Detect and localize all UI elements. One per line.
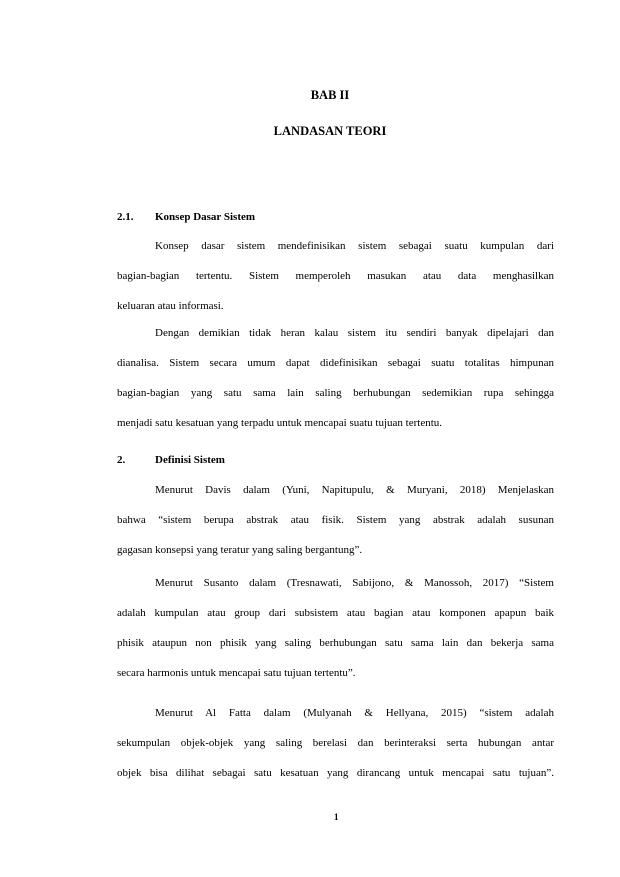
paragraph: [117, 237, 554, 327]
paragraph-line: Dengan demikian tidak heran kalau sistem itu sendiri banyak dipelajari dan: [155, 327, 554, 339]
paragraph: [117, 481, 554, 571]
section-number: 2.1.: [117, 211, 134, 223]
section-heading: [117, 211, 255, 223]
section-number: 2.: [117, 454, 126, 466]
paragraph-line: adalah kumpulan atau group dari subsistem atau bagian atau komponen apapun baik: [117, 607, 554, 619]
paragraph: [117, 704, 554, 794]
paragraph-line: bagian-bagian yang satu sama lain saling berhubungan sedemikian rupa sehingga: [117, 387, 554, 399]
section-heading: [117, 454, 225, 466]
paragraph-line: Menurut Al Fatta dalam (Mulyanah & Hellyana, 2015) “sistem adalah: [155, 707, 554, 719]
section-title: Definisi Sistem: [155, 454, 225, 466]
paragraph-line: dianalisa. Sistem secara umum dapat didefinisikan sebagai suatu totalitas himpunan: [117, 357, 554, 369]
paragraph-line: Menurut Susanto dalam (Tresnawati, Sabijono, & Manossoh, 2017) “Sistem: [155, 577, 554, 589]
paragraph-line: sekumpulan objek-objek yang saling berelasi dan berinteraksi serta hubungan antar: [117, 737, 554, 749]
paragraph-line: menjadi satu kesatuan yang terpadu untuk mencapai suatu tujuan tertentu.: [117, 417, 443, 429]
paragraph-line: Menurut Davis dalam (Yuni, Napitupulu, & Muryani, 2018) Menjelaskan: [155, 484, 554, 496]
paragraph-line: Konsep dasar sistem mendefinisikan sistem sebagai suatu kumpulan dari: [155, 240, 554, 252]
paragraph-line: phisik ataupun non phisik yang saling berhubungan satu sama lain dan bekerja sama: [117, 637, 554, 649]
paragraph: [117, 324, 554, 444]
page-number: 1: [334, 812, 339, 822]
paragraph-line: objek bisa dilihat sebagai satu kesatuan yang dirancang untuk mencapai satu tujuan”.: [117, 767, 554, 779]
paragraph-line: bagian-bagian tertentu. Sistem memperoleh masukan atau data menghasilkan: [117, 270, 554, 282]
paragraph-line: gagasan konsepsi yang teratur yang saling bergantung”.: [117, 544, 363, 556]
paragraph-line: secara harmonis untuk mencapai satu tujuan tertentu”.: [117, 667, 356, 679]
section-title: Konsep Dasar Sistem: [155, 211, 256, 223]
paragraph-line: bahwa “sistem berupa abstrak atau fisik. Sistem yang abstrak adalah susunan: [117, 514, 554, 526]
paragraph: [117, 574, 554, 694]
paragraph-line: keluaran atau informasi.: [117, 300, 224, 312]
chapter-label: BAB II: [310, 88, 350, 102]
chapter-title: LANDASAN TEORI: [273, 124, 387, 138]
